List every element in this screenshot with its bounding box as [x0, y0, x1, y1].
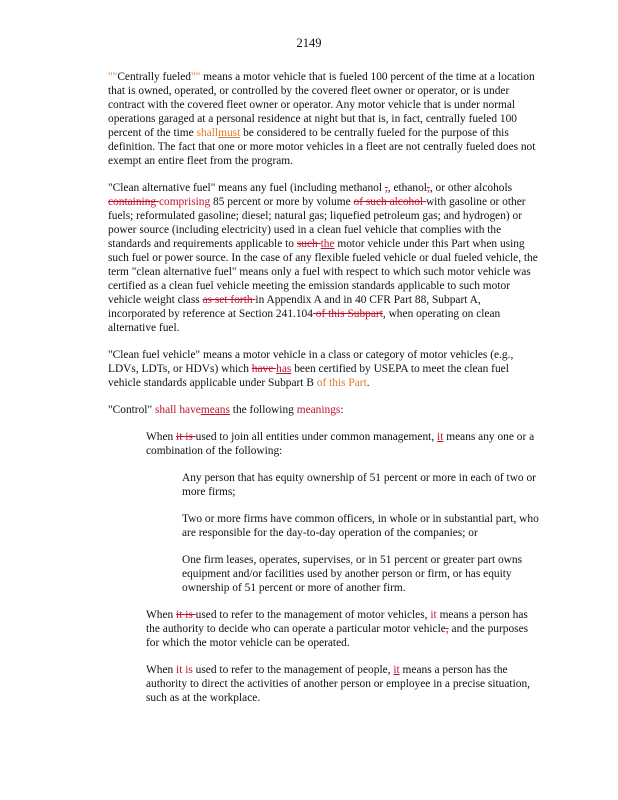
deleted-it-is: it is [176, 431, 196, 443]
deleted-have: have [251, 363, 277, 375]
inserted-it: it [430, 609, 437, 621]
definition-centrally-fueled: ""Centrally fueled"" means a motor vehicle that is fueled 100 percent of the time at a location that is owned, operated, or controlled by the covered fleet owner or operator, or is under contract with the covered fleet owner or operator. Any motor vehicle that is under normal operations garaged at a personal residence at night but that is, in fact, centrally fueled 100 percent of the time shallmust be considered to be centrally fueled for the purpose of this definition. The fact that one or more motor vehicles in a fleet are not centrally fueled does not exempt an entire fleet from the program. [108, 71, 536, 167]
inserted-shall: shall [196, 127, 219, 139]
quote-mark: "" [108, 71, 118, 83]
deleted-comma: , [445, 623, 449, 635]
control-clause-common-management: When it is used to join all entities under common management, it means any one or a combination of the following: [146, 431, 535, 457]
inserted-has: has [276, 363, 292, 375]
inserted-the: the [320, 238, 335, 250]
inserted-shall-have: shall have [154, 404, 201, 416]
control-subclause-leases: One firm leases, operates, supervises, or in 51 percent or greater part owns equipment and/or facilities used by another person or firm, or has equity ownership of 51 percent or more of another firm. [182, 554, 523, 594]
control-subclause-officers: Two or more firms have common officers, in whole or in substantial part, who are responsible for the day-to-day operation of the companies; or [182, 513, 539, 539]
definition-clean-fuel-vehicle: "Clean fuel vehicle" means a motor vehicle in a class or category of motor vehicles (e.g., LDVs, LDTs, or HDVs) which have has been certified by USEPA to meet the clean fuel vehicle standards applicable under Subpart B of this Part. [108, 349, 514, 389]
deleted-such-alcohol: of such alcohol [353, 196, 426, 208]
deleted-it-is: it is [176, 609, 196, 621]
inserted-comma: , [350, 554, 354, 566]
definition-clean-alternative-fuel: "Clean alternative fuel" means any fuel (including methanol ,, ethanol,, or other alcohols containing comprising 85 percent or more by volume of such alcohol with gasoline or other fuels; reformulated gasoline; diesel; natural gas; liquefied petroleum gas; and hydrogen) or power source (including electricity) used in a clean fuel vehicle that complies with the standards and requirements applicable to such the motor vehicle under this Part when using such fuel or power source. In the case of any flexible fueled vehicle or dual fueled vehicle, the term "clean alternative fuel" means only a fuel with respect to which such motor vehicle was certified as a clean fuel vehicle meeting the emission standards applicable to such motor vehicle weight class as set forth in Appendix A and in 40 CFR Part 88, Subpart A, incorporated by reference at Section 241.104 of this Subpart, when operating on clean alternative fuel. [108, 182, 538, 334]
deleted-as-set-forth: as set forth [202, 294, 256, 306]
control-clause-motor-vehicles: When it is used to refer to the management of motor vehicles, it means a person has the authority to decide who can operate a particular motor vehicle, and the purposes for which the motor vehicle can be operated. [146, 609, 529, 649]
deleted-containing: containing [108, 196, 159, 208]
deleted-of-this-subpart: of this Subpart [312, 308, 383, 320]
deleted-such: such [296, 238, 321, 250]
document-body [108, 70, 540, 718]
inserted-it: it [393, 664, 400, 676]
inserted-means: means [200, 404, 230, 416]
definition-control: "Control" shall havemeans the following meanings: [108, 404, 344, 416]
inserted-it-is: it is [176, 664, 193, 676]
inserted-must: must [218, 127, 241, 139]
inserted-comprising: comprising [158, 196, 211, 208]
inserted-meanings: meanings [296, 404, 341, 416]
deleted-comma: , [384, 182, 388, 194]
control-clause-people: When it is used to refer to the management of people, it means a person has the authority to direct the activities of another person or employee in a precise situation, such as at the workplace. [146, 664, 530, 704]
control-subclause-equity: Any person that has equity ownership of 51 percent or more in each of two or more firms; [182, 472, 536, 498]
inserted-of-this-part: of this Part [316, 377, 367, 389]
deleted-comma: , [426, 182, 430, 194]
quote-mark: "" [191, 71, 201, 83]
inserted-it: it [437, 431, 444, 443]
page-number: 2149 [296, 36, 322, 50]
